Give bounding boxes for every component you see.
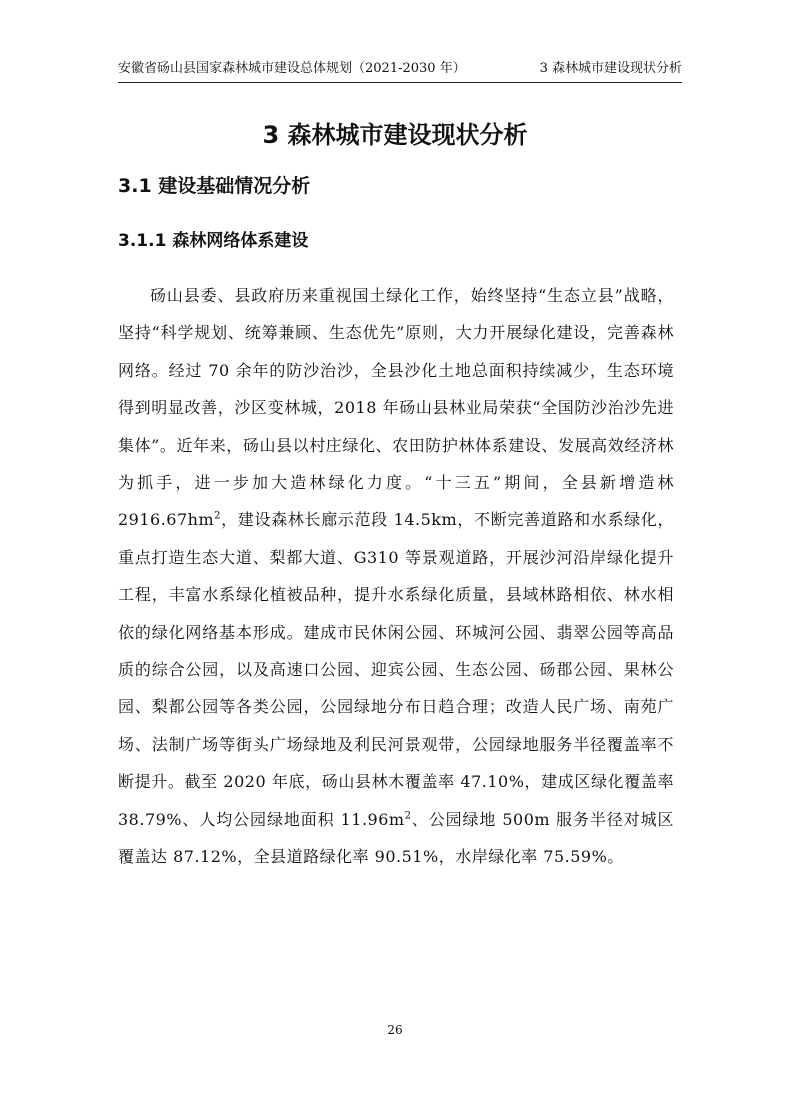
- page-number: 26: [387, 1023, 403, 1037]
- running-header: [118, 60, 682, 78]
- chapter-title: 3 森林城市建设现状分析: [262, 121, 528, 149]
- superscript-square: 2: [404, 810, 412, 822]
- superscript-square: 2: [214, 511, 221, 523]
- paragraph-text-part2: ，建设森林长廊示范段 14.5km，不断完善道路和水系绿化，重点打造生态大道、梨都大道、G310 等景观道路，开展沙河沿岸绿化提升工程，丰富水系绿化植被品种，提升水系绿化质量，县域林路相依、林水相依的绿化网络基本形成。建成市民休闲公园、环城河公园、翡翠公园等高品质的综合公园，以及高速口公园、迎宾公园、生态公园、砀郡公园、果林公园、梨都公园等各类公园，公园绿地分布日趋合理；改造人民广场、南苑广场、法制广场等街头广场绿地及利民河景观带，公园绿地服务半径覆盖率不断提升。截至 2020 年底，砀山县林木覆盖率 47.10%，建成区绿化覆盖率 38.79%、人均公园绿地面积 11.96m: [118, 510, 674, 829]
- subsection-title: 3.1.1 森林网络体系建设: [118, 231, 309, 251]
- paragraph-text-part1: 砀山县委、县政府历来重视国土绿化工作，始终坚持“生态立县”战略，坚持“科学规划、统筹兼顾、生态优先”原则，大力开展绿化建设，完善森林网络。经过 70 余年的防沙治沙，全县沙化土地总面积持续减少，生态环境得到明显改善，沙区变林城，2018 年砀山县林业局荣获“全国防沙治沙先进集体”。近年来，砀山县以村庄绿化、农田防护林体系建设、发展高效经济林为抓手，进一步加大造林绿化力度。“十三五”期间，全县新增造林 2916.67hm: [118, 286, 674, 530]
- header-rule: [118, 82, 682, 83]
- section-title: 3.1 建设基础情况分析: [118, 175, 311, 197]
- body-paragraph: [118, 277, 674, 876]
- header-chapter-title: 3 森林城市建设现状分析: [539, 61, 682, 76]
- paragraph-text-part3: 、公园绿地 500m 服务半径对城区覆盖达 87.12%，全县道路绿化率 90.51%，水岸绿化率 75.59%。: [118, 809, 674, 867]
- header-document-title: 安徽省砀山县国家森林城市建设总体规划（2021-2030 年）: [118, 61, 466, 76]
